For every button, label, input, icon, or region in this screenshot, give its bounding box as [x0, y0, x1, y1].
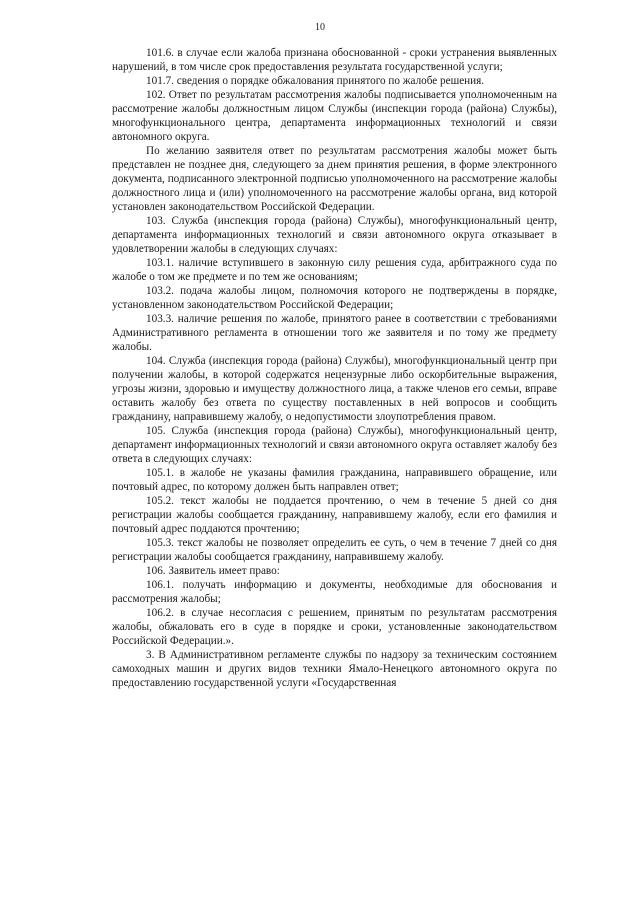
document-body: [112, 46, 557, 690]
paragraph-105-3: 105.3. текст жалобы не позволяет определить ее суть, о чем в течение 7 дней со дня регистрации жалобы сообщается гражданину, направившему жалобу.: [112, 537, 557, 563]
paragraph-102: 102. Ответ по результатам рассмотрения жалобы подписывается уполномоченным на рассмотрение жалобы должностным лицом Службы (инспекции города (района) Службы), многофункционального центра, департамента информационных технологий и связи автономного округа.: [112, 89, 557, 143]
paragraph-103-2: 103.2. подача жалобы лицом, полномочия которого не подтверждены в порядке, установленном законодательством Российской Федерации;: [112, 285, 557, 311]
paragraph-103-3: 103.3. наличие решения по жалобе, принятого ранее в соответствии с требованиями Административного регламента в отношении того же заявителя и по тому же предмету жалобы.: [112, 313, 557, 353]
paragraph-101-6: 101.6. в случае если жалоба признана обоснованной - сроки устранения выявленных нарушений, в том числе срок предоставления результата государственной услуги;: [112, 47, 557, 73]
paragraph-electronic-response: По желанию заявителя ответ по результатам рассмотрения жалобы может быть представлен не позднее дня, следующего за днем принятия решения, в форме электронного документа, подписанного электронной подписью уполномоченного на рассмотрение жалобы должностного лица и (или) уполномоченного на рассмотрение жалобы органа, вид которой установлен законодательством Российской Федерации.: [112, 145, 557, 213]
paragraph-105-2: 105.2. текст жалобы не поддается прочтению, о чем в течение 5 дней со дня регистрации жалобы сообщается гражданину, направившему жалобу, если его фамилия и почтовый адрес поддаются прочтению;: [112, 495, 557, 535]
paragraph-104: 104. Служба (инспекция города (района) Службы), многофункциональный центр при получении жалобы, в которой содержатся нецензурные либо оскорбительные выражения, угрозы жизни, здоровью и имуществу должностного лица, а также членов его семьи, вправе оставить жалобу без ответа по существу поставленных в ней вопросов и сообщить гражданину, направившему жалобу, о недопустимости злоупотребления правом.: [112, 355, 557, 423]
paragraph-3: 3. В Административном регламенте службы по надзору за техническим состоянием самоходных машин и других видов техники Ямало-Ненецкого автономного округа по предоставлению государственной услуги «Государственная: [112, 649, 557, 689]
paragraph-103: 103. Служба (инспекция города (района) Службы), многофункциональный центр, департамента информационных технологий и связи автономного округа отказывает в удовлетворении жалобы в следующих случаях:: [112, 215, 557, 255]
paragraph-103-1: 103.1. наличие вступившего в законную силу решения суда, арбитражного суда по жалобе о том же предмете и по тем же основаниям;: [112, 257, 557, 283]
paragraph-106-2: 106.2. в случае несогласия с решением, принятым по результатам рассмотрения жалобы, обжаловать его в суде в порядке и сроки, установленные законодательством Российской Федерации.».: [112, 607, 557, 647]
paragraph-106-1: 106.1. получать информацию и документы, необходимые для обоснования и рассмотрения жалобы;: [112, 579, 557, 605]
paragraph-105: 105. Служба (инспекция города (района) Службы), многофункциональный центр, департамент информационных технологий и связи автономного округа оставляет жалобу без ответа в следующих случаях:: [112, 425, 557, 465]
paragraph-106: 106. Заявитель имеет право:: [146, 565, 280, 577]
paragraph-101-7: 101.7. сведения о порядке обжалования принятого по жалобе решения.: [146, 75, 485, 87]
paragraph-105-1: 105.1. в жалобе не указаны фамилия гражданина, направившего обращение, или почтовый адрес, по которому должен быть направлен ответ;: [112, 467, 557, 493]
page-number: 10: [315, 22, 325, 33]
